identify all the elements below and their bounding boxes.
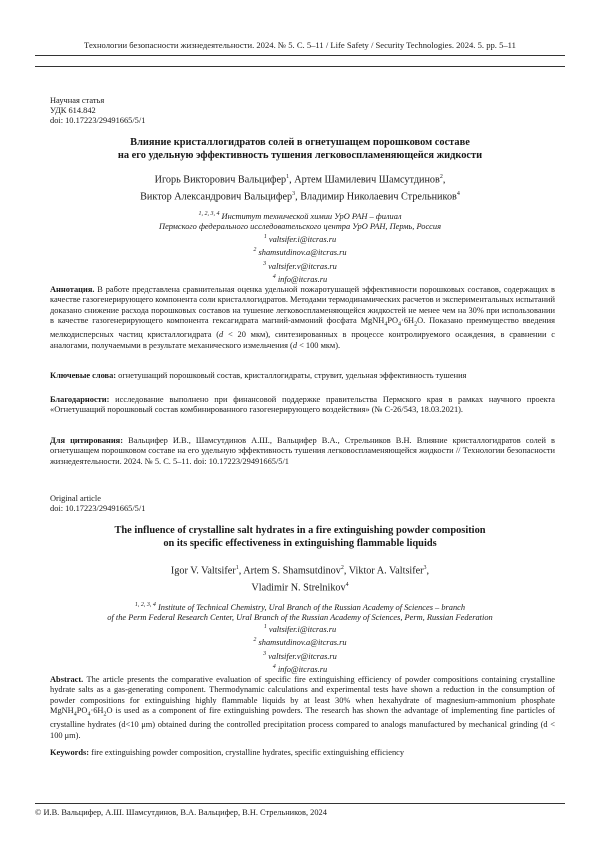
en-emails <box>35 622 565 676</box>
ru-acknowledgements: Благодарности: исследование выполнено при финансовой поддержке правительства Пермского края в рамках научного проекта «Огнетушащий порошковый состав комбинированного газогенерирующего воздействия» (№ С-26/543, 18.03.2021). <box>50 395 556 415</box>
affiliation-mark: 2 <box>439 174 443 180</box>
ru-article-type: Научная статья <box>50 96 105 105</box>
email-link[interactable]: info@itcras.ru <box>277 664 328 674</box>
en-authors-line-2 <box>35 578 565 595</box>
affiliation-mark: 2 <box>340 565 344 571</box>
email-line: $^2$ shamsutdinov.a@itcras.ru <box>253 247 347 258</box>
email-link[interactable]: valtsifer.v@itcras.ru <box>268 651 337 661</box>
affiliation-mark: 4 <box>345 582 349 589</box>
affiliation-mark: 3 <box>292 191 296 198</box>
footer-divider <box>35 803 565 804</box>
ru-doi: doi: 10.17223/29491665/5/1 <box>50 116 146 125</box>
en-title-line-1: The influence of crystalline salt hydrates in a fire extinguishing powder composition <box>114 525 486 536</box>
ru-udk: УДК 614.842 <box>50 106 96 115</box>
keywords-label: Ключевые слова: <box>50 371 117 380</box>
en-article-type: Original article <box>50 494 101 503</box>
en-affiliation <box>35 600 565 624</box>
email-line: $^3$ valtsifer.v@itcras.ru <box>263 650 337 661</box>
en-title <box>35 524 565 550</box>
email-line: $^1$ valtsifer.i@itcras.ru <box>263 624 337 634</box>
journal-header: Технологии безопасности жизнедеятельности. 2024. № 5. С. 5–11 / Life Safety / Security Technologies. 2024. 5. pp. 5–11 <box>84 40 516 50</box>
ru-article-meta <box>50 96 145 126</box>
en-doi: doi: 10.17223/29491665/5/1 <box>50 504 146 513</box>
ru-keywords: Ключевые слова: огнетушащий порошковый состав, кристаллогидраты, струвит, удельная эффективность тушения <box>50 371 467 380</box>
ru-emails <box>35 232 565 286</box>
author-name: Артем Шамилевич Шамсутдинов <box>294 174 440 186</box>
affiliation-mark: 1 <box>235 565 239 571</box>
en-authors <box>35 561 565 596</box>
email-link[interactable]: shamsutdinov.a@itcras.ru <box>258 248 347 258</box>
ru-title-line-2: на его удельную эффективность тушения легковоспламеняющейся жидкости <box>117 150 483 161</box>
ru-affiliation <box>35 209 565 233</box>
en-keywords: Keywords: fire extinguishing powder composition, crystalline hydrates, specific extinguishing efficiency <box>50 748 405 757</box>
email-line: $^2$ shamsutdinov.a@itcras.ru <box>253 637 347 648</box>
email-link[interactable]: valtsifer.i@itcras.ru <box>268 234 337 244</box>
en-affiliation-line-1: $^{1, 2, 3, 4}$ Institute of Technical Chemistry, Ural Branch of the Russian Academy of Sciences – branch <box>134 602 466 612</box>
ru-affiliation-line-2: Пермского федерального исследовательского центра УрО РАН, Пермь, Россия <box>159 222 441 232</box>
author-name: Igor V. Valtsifer <box>170 565 236 577</box>
email-link[interactable]: valtsifer.i@itcras.ru <box>268 624 337 634</box>
header-divider-bottom <box>35 66 565 67</box>
en-title-line-2: on its specific effectiveness in extinguishing flammable liquids <box>163 538 437 549</box>
affiliation-mark: 1 <box>286 174 290 180</box>
ru-title-line-1: Влияние кристаллогидратов солей в огнетушащем порошковом составе <box>130 137 470 148</box>
citation-label: Для цитирования: <box>50 436 123 445</box>
email-line: $^4$ info@itcras.ru <box>272 664 328 674</box>
email-line: $^1$ valtsifer.i@itcras.ru <box>263 234 337 244</box>
author-name: Viktor A. Valtsifer <box>348 565 424 577</box>
en-abstract: Abstract. The article presents the comparative evaluation of specific fire extinguishing efficiency of powder compositions containing crystalline hydrate salts as a gas-generating component. Thermodynamic calculations and experimental tests have shown a reduction in the consumption of powder compositions for extinguishing highly flammable liquids by at least 30% when hexahydrate of magnesium-ammonium phosphate $MgNH_4PO_4\cdot 6H_2O$ is used as a component of fire extinguishing powders. The research has shown the advantage of implementing fine particles of crystalline hydrates (d<10 μm) obtained during the controlled precipitation process compared to analogs manufactured by mechanical grinding (d < 100 μm). <box>50 675 555 740</box>
en-affiliation-line-2: of the Perm Federal Research Center, Ural Branch of the Russian Academy of Sciences, Perm, Russian Federation <box>107 613 493 623</box>
email-link[interactable]: valtsifer.v@itcras.ru <box>268 261 337 271</box>
affiliation-mark: 4 <box>456 191 460 198</box>
author-name: Владимир Николаевич Стрельников <box>300 191 457 203</box>
email-line: $^3$ valtsifer.v@itcras.ru <box>263 260 337 271</box>
acknowledgements-label: Благодарности: <box>50 395 110 404</box>
abstract-label: Abstract. <box>50 675 84 684</box>
abstract-label: Аннотация. <box>50 285 95 294</box>
ru-affiliation-line-1: $^{1, 2, 3, 4}$ Институт технической химии УрО РАН – филиал <box>198 211 402 221</box>
affiliation-mark: 3 <box>423 565 427 571</box>
email-line: $^4$ info@itcras.ru <box>272 274 328 284</box>
email-link[interactable]: shamsutdinov.a@itcras.ru <box>258 638 347 648</box>
email-link[interactable]: info@itcras.ru <box>277 274 328 284</box>
header-divider <box>35 55 565 56</box>
author-name: Виктор Александрович Вальцифер <box>140 191 293 203</box>
ru-citation: Для цитирования: Вальцифер И.В., Шамсутдинов А.Ш., Вальцифер В.А., Стрельников В.Н. Влияние кристаллогидратов солей в огнетушащем порошковом составе на его удельную эффективность тушения легковоспламеняющейся жидкости // Технологии безопасности жизнедеятельности. 2024. № 5. С. 5–11. doi: 10.17223/29491665/5/1 <box>50 436 556 466</box>
en-article-meta <box>50 494 145 514</box>
keywords-label: Keywords: <box>50 748 90 757</box>
author-name: Игорь Викторович Вальцифер <box>154 174 287 186</box>
ru-title <box>35 136 565 162</box>
ru-authors-line-1: Игорь Викторович Вальцифер$^1$, Артем Шамилевич Шамсутдинов$^2$, <box>154 174 446 186</box>
ru-abstract: Аннотация. В работе представлена сравнительная оценка удельной пожаротушащей эффективности порошковых составов, содержащих в качестве газогенерирующего компонента соли кристаллогидратов. Методами термодинамических расчетов и экспериментальных испытаний доказано снижение расхода порошковых составов на тушение легковоспламеняющейся жидкостей не менее чем на 30% при использовании в качестве газогенерирующего компонента гексагидрата магний-аммоний фосфата $MgNH_4PO_4\cdot 6H_2O$. Показано преимущество введения мелкодисперсных частиц кристаллогидрата (d < 20 мкм), синтезированных в процессе контролируемого осаждения, в сравнении с аналогами, получаемыми в результате механического измельчения (d < 100 мкм). <box>50 285 556 350</box>
copyright-footer: © И.В. Вальцифер, А.Ш. Шамсутдинов, В.А. Вальцифер, В.Н. Стрельников, 2024 <box>35 808 327 817</box>
author-name: Vladimir N. Strelnikov <box>251 582 346 594</box>
author-name: Artem S. Shamsutdinov <box>243 565 341 577</box>
en-authors-line-1: Igor V. Valtsifer$^1$, Artem S. Shamsutdinov$^2$, Viktor A. Valtsifer$^3$, <box>170 565 430 577</box>
ru-authors-line-2: Виктор Александрович Вальцифер$^3$, Владимир Николаевич Стрельников$^4$ <box>140 191 460 203</box>
ru-authors <box>35 170 565 205</box>
